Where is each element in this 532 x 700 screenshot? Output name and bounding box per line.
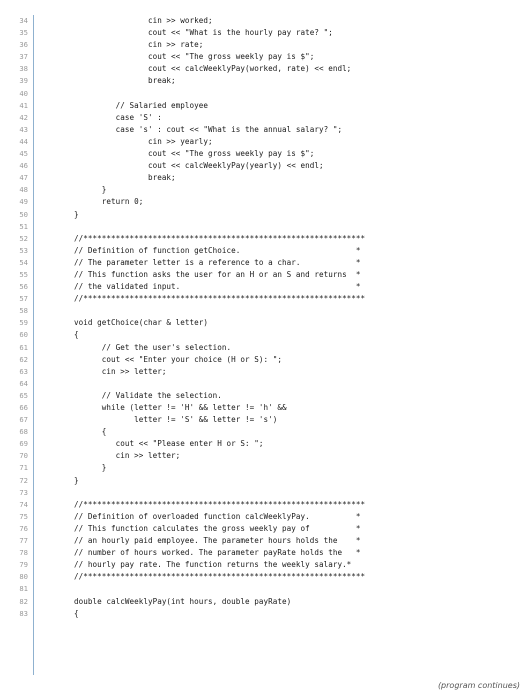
- code-text: cout << "Enter your choice (H or S): ";: [74, 354, 282, 364]
- code-line: [19, 608, 524, 620]
- line-number: 70: [19, 451, 28, 461]
- line-number: 83: [19, 608, 28, 618]
- code-line: [19, 571, 524, 583]
- line-number: 75: [19, 511, 28, 521]
- code-line: [19, 269, 524, 281]
- line-number: 51: [19, 221, 28, 231]
- line-number: 63: [19, 366, 28, 376]
- line-number: 72: [19, 475, 28, 485]
- line-number: 79: [19, 560, 28, 570]
- code-line: [19, 221, 524, 233]
- code-line: [19, 88, 524, 100]
- line-number: 65: [19, 390, 28, 400]
- code-line: [19, 426, 524, 438]
- code-text: cin >> worked;: [74, 16, 213, 25]
- code-line: [19, 342, 524, 354]
- code-text: case 's' : cout << "What is the annual salary? ";: [74, 124, 343, 134]
- code-text: cout << calcWeeklyPay(worked, rate) << endl;: [74, 64, 352, 74]
- line-number: 68: [19, 427, 28, 437]
- line-number: 66: [19, 403, 28, 412]
- code-line: [19, 209, 524, 221]
- code-text: break;: [74, 173, 176, 183]
- code-line: [19, 196, 524, 208]
- code-text: return 0;: [74, 197, 144, 207]
- code-line: [19, 172, 524, 184]
- line-number: 50: [19, 209, 28, 219]
- line-number: 52: [19, 233, 28, 243]
- code-line: [19, 523, 524, 535]
- code-text: }: [74, 209, 79, 219]
- line-number: 41: [19, 100, 28, 110]
- line-number: 71: [19, 463, 28, 473]
- code-text: // Salaried employee: [74, 100, 209, 110]
- line-number: 48: [19, 185, 28, 195]
- code-line: [19, 378, 524, 390]
- code-line: [19, 75, 524, 87]
- code-line: [19, 511, 524, 523]
- line-number: 78: [19, 548, 28, 558]
- code-line: [19, 245, 524, 257]
- code-line: [19, 305, 524, 317]
- line-number: 35: [19, 28, 28, 38]
- line-number: 56: [19, 282, 28, 292]
- code-line: [19, 317, 524, 329]
- code-listing: [19, 15, 524, 675]
- code-text: {: [74, 608, 79, 618]
- line-number: 82: [19, 596, 28, 606]
- code-text: cout << "The gross weekly pay is $";: [74, 149, 315, 159]
- line-number: 62: [19, 354, 28, 364]
- code-line: [19, 499, 524, 511]
- code-line: [19, 160, 524, 172]
- code-line: [19, 124, 524, 136]
- code-line: [19, 547, 524, 559]
- line-number: 43: [19, 124, 28, 134]
- line-number: 80: [19, 572, 28, 582]
- code-text: //*************************************************************: [74, 572, 366, 582]
- code-text: // The parameter letter is a reference to a char. *: [74, 257, 361, 267]
- line-number: 40: [19, 88, 28, 98]
- code-text: cin >> rate;: [74, 40, 204, 50]
- line-number: 58: [19, 306, 28, 316]
- code-text: }: [74, 475, 79, 485]
- code-line: [19, 51, 524, 63]
- code-text: //*************************************************************: [74, 233, 366, 243]
- line-number: 67: [19, 415, 28, 425]
- line-number: 34: [19, 16, 28, 25]
- code-line: [19, 450, 524, 462]
- code-line: [19, 281, 524, 293]
- code-text: // Definition of function getChoice. *: [74, 245, 361, 255]
- line-number: 61: [19, 342, 28, 352]
- line-number: 69: [19, 439, 28, 449]
- code-line: [19, 596, 524, 608]
- line-number: 74: [19, 499, 28, 509]
- line-number: 47: [19, 173, 28, 183]
- code-line: [19, 233, 524, 245]
- code-text: cout << "The gross weekly pay is $";: [74, 52, 315, 62]
- code-line: [19, 136, 524, 148]
- code-line: [19, 583, 524, 595]
- code-text: cin >> letter;: [74, 451, 181, 461]
- code-text: letter != 'S' && letter != 's'): [74, 415, 278, 425]
- code-text: // the validated input. *: [74, 282, 361, 292]
- code-text: }: [74, 185, 107, 195]
- code-line: [19, 112, 524, 124]
- code-line: [19, 438, 524, 450]
- code-line: [19, 293, 524, 305]
- code-text: break;: [74, 76, 176, 86]
- code-text: cout << "Please enter H or S: ";: [74, 439, 264, 449]
- code-line: [19, 184, 524, 196]
- line-number: 55: [19, 269, 28, 279]
- line-number: 42: [19, 112, 28, 122]
- line-number: 46: [19, 161, 28, 171]
- line-number: 81: [19, 584, 28, 594]
- code-text: cout << "What is the hourly pay rate? ";: [74, 28, 333, 38]
- line-number: 38: [19, 64, 28, 74]
- line-number: 49: [19, 197, 28, 207]
- line-number: 44: [19, 136, 28, 146]
- code-line: [19, 487, 524, 499]
- program-continues-note: (program continues): [437, 681, 520, 690]
- code-line: [19, 39, 524, 51]
- code-line: [19, 462, 524, 474]
- code-text: // Definition of overloaded function calcWeeklyPay. *: [74, 511, 361, 521]
- code-line: [19, 390, 524, 402]
- code-text: cin >> yearly;: [74, 136, 213, 146]
- code-text: case 'S' :: [74, 112, 162, 122]
- code-text: {: [74, 427, 107, 437]
- code-line: [19, 475, 524, 487]
- line-number: 45: [19, 149, 28, 159]
- code-text: //*************************************************************: [74, 294, 366, 304]
- code-text: //*************************************************************: [74, 499, 366, 509]
- code-line: [19, 354, 524, 366]
- code-line: [19, 100, 524, 112]
- code-text: // Get the user's selection.: [74, 342, 232, 352]
- line-number: 73: [19, 487, 28, 497]
- code-line: [19, 148, 524, 160]
- code-text: // This function calculates the gross weekly pay of *: [74, 523, 361, 533]
- line-number: 36: [19, 40, 28, 50]
- code-line: [19, 27, 524, 39]
- code-text: cin >> letter;: [74, 366, 167, 376]
- code-line: [19, 402, 524, 414]
- code-line: [19, 535, 524, 547]
- line-number: 76: [19, 523, 28, 533]
- line-number: 77: [19, 536, 28, 546]
- code-text: // hourly pay rate. The function returns the weekly salary.*: [74, 560, 352, 570]
- code-text: double calcWeeklyPay(int hours, double payRate): [74, 596, 292, 606]
- code-line: [19, 63, 524, 75]
- code-text: cout << calcWeeklyPay(yearly) << endl;: [74, 161, 324, 171]
- code-line: [19, 366, 524, 378]
- line-number: 37: [19, 52, 28, 62]
- line-number: 53: [19, 245, 28, 255]
- code-text: {: [74, 330, 79, 340]
- line-number: 60: [19, 330, 28, 340]
- code-text: void getChoice(char & letter): [74, 318, 209, 328]
- code-line: [19, 329, 524, 341]
- line-number: 39: [19, 76, 28, 86]
- line-number: 64: [19, 378, 28, 388]
- code-text: // an hourly paid employee. The parameter hours holds the *: [74, 536, 361, 546]
- code-line: [19, 257, 524, 269]
- code-lines: [19, 15, 524, 620]
- line-number: 59: [19, 318, 28, 328]
- code-line: [19, 559, 524, 571]
- line-number: 57: [19, 294, 28, 304]
- code-text: // Validate the selection.: [74, 390, 222, 400]
- code-text: while (letter != 'H' && letter != 'h' &&: [74, 403, 287, 412]
- code-text: // This function asks the user for an H or an S and returns *: [74, 269, 361, 279]
- code-text: // number of hours worked. The parameter payRate holds the *: [74, 548, 361, 558]
- line-number: 54: [19, 257, 28, 267]
- code-line: [19, 414, 524, 426]
- code-text: }: [74, 463, 107, 473]
- code-line: [19, 15, 524, 27]
